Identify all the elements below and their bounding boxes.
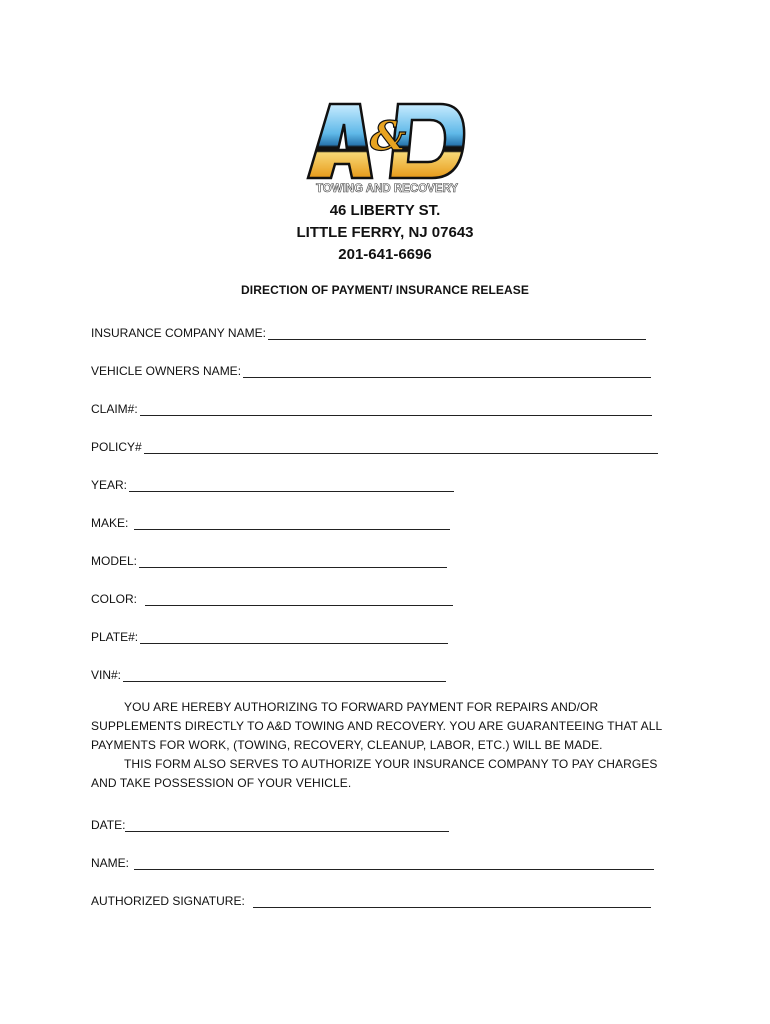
color-label: COLOR: (91, 592, 138, 606)
signature-field (91, 890, 651, 908)
owner-name-input-line[interactable] (243, 364, 651, 378)
logo-tagline: TOWING AND RECOVERY (315, 183, 459, 195)
vin-input-line[interactable] (123, 668, 446, 682)
claim-label: CLAIM#: (91, 402, 138, 416)
claim-field (91, 398, 652, 416)
plate-field (91, 626, 448, 644)
signature-label: AUTHORIZED SIGNATURE: (91, 894, 245, 908)
company-phone: 201-641-6696 (338, 246, 432, 263)
company-city: LITTLE FERRY, NJ 07643 (296, 224, 474, 241)
name-field (91, 852, 654, 870)
color-field (91, 588, 453, 606)
policy-field (91, 436, 658, 454)
claim-input-line[interactable] (140, 402, 652, 416)
model-field (91, 550, 447, 568)
year-label: YEAR: (91, 478, 128, 492)
make-input-line[interactable] (134, 516, 450, 530)
date-input-line[interactable] (125, 818, 449, 832)
vin-label: VIN#: (91, 668, 122, 682)
plate-input-line[interactable] (140, 630, 448, 644)
make-label: MAKE: (91, 516, 129, 530)
make-field (91, 512, 450, 530)
logo-ampersand: & (370, 113, 407, 160)
form-title: DIRECTION OF PAYMENT/ INSURANCE RELEASE (241, 283, 529, 297)
company-logo (300, 98, 475, 198)
owner-name-label: VEHICLE OWNERS NAME: (91, 364, 242, 378)
insurance-company-label: INSURANCE COMPANY NAME: (91, 326, 266, 340)
authorization-text (91, 698, 681, 793)
policy-label: POLICY# (91, 440, 142, 454)
company-address: 46 LIBERTY ST. (329, 202, 441, 219)
logo-letter-a (308, 104, 372, 178)
model-label: MODEL: (91, 554, 138, 568)
vin-field (91, 664, 446, 682)
insurance-company-field (91, 322, 646, 340)
plate-label: PLATE#: (91, 630, 139, 644)
insurance-company-input-line[interactable] (268, 326, 646, 340)
signature-input-line[interactable] (253, 894, 651, 908)
year-field (91, 474, 454, 492)
color-input-line[interactable] (145, 592, 453, 606)
date-field (91, 814, 449, 832)
name-label: NAME: (91, 856, 130, 870)
model-input-line[interactable] (139, 554, 447, 568)
owner-name-field (91, 360, 651, 378)
authorization-paragraph-1: YOU ARE HEREBY AUTHORIZING TO FORWARD PAYMENT FOR REPAIRS AND/OR SUPPLEMENTS DIRECTLY TO A&D TOWING AND RECOVERY. YOU ARE GUARANTEEING THAT ALL PAYMENTS FOR WORK, (TOWING, RECOVERY, CLEANUP, LABOR, ETC.) WILL BE MADE. (91, 700, 662, 752)
name-input-line[interactable] (134, 856, 654, 870)
policy-input-line[interactable] (144, 440, 658, 454)
date-label: DATE: (91, 818, 126, 832)
authorization-paragraph-2: THIS FORM ALSO SERVES TO AUTHORIZE YOUR INSURANCE COMPANY TO PAY CHARGES AND TAKE POSSESSION OF YOUR VEHICLE. (91, 757, 658, 790)
year-input-line[interactable] (129, 478, 454, 492)
